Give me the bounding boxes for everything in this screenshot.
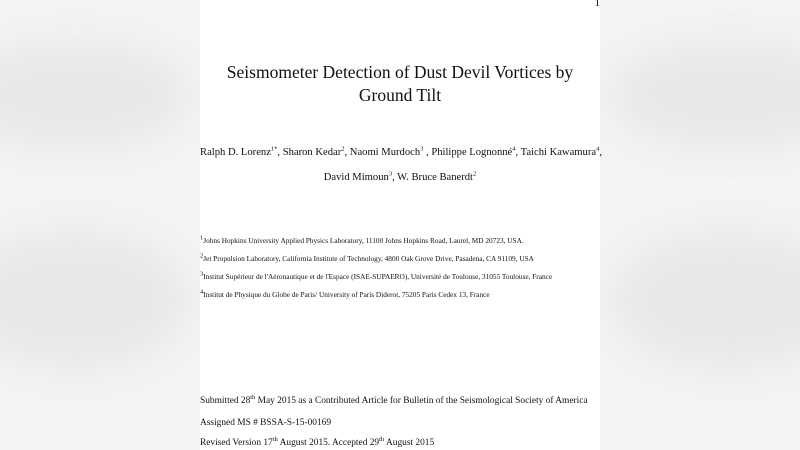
author-affiliation-mark: 1* (270, 145, 278, 153)
author-name: Taichi Kawamura (520, 147, 597, 158)
background-blur (610, 230, 800, 370)
manuscript-number: Assigned MS # BSSA-S-15-00169 (200, 418, 332, 428)
author-affiliation-mark: 2 (472, 170, 477, 178)
author-affiliation-mark: 4 (596, 145, 600, 153)
affiliation-text: Institut de Physique du Globe de Paris/ University of Paris Diderot, 75205 Paris Cedex 13, France (203, 290, 490, 299)
author-affiliation-mark: 2 (341, 145, 345, 153)
background-blur (0, 230, 190, 370)
affiliation (200, 290, 600, 299)
submission-text: Submitted 28 (200, 396, 251, 406)
author-line-2: David Mimoun$^3$, W. Bruce Banerdt$^2$ (323, 170, 477, 183)
affiliation (200, 272, 600, 281)
submission-text: May 2015 as a Contributed Article for Bulletin of the Seismological Society of America (255, 396, 588, 406)
page-number: 1 (594, 0, 600, 9)
revision-text: August 2015 (384, 438, 435, 448)
author-affiliation-mark: 4 (512, 145, 516, 153)
affiliation-text: Jet Propulsion Laboratory, California Institute of Technology, 4800 Oak Grove Drive, Pasadena, CA 91109, USA (203, 254, 534, 263)
revision-line (200, 435, 600, 448)
author-name: Ralph D. Lorenz (200, 147, 271, 158)
affiliation (200, 236, 600, 245)
affiliation-number: 2 (200, 252, 204, 260)
revision-text: August 2015. Accepted 29 (277, 438, 380, 448)
background-blur (610, 40, 800, 150)
paper-title: Seismometer Detection of Dust Devil Vortices by Ground Tilt (226, 62, 574, 105)
affiliation-text: Institut Supérieur de l'Aéronautique et de l'Espace (ISAE-SUPAERO), Université de Toulouse, 31055 Toulouse, France (203, 272, 553, 281)
background-blur (0, 40, 190, 150)
author-affiliation-mark: 3 (388, 170, 393, 178)
ordinal-suffix: th (250, 393, 256, 401)
author-name: W. Bruce Banerdt (397, 172, 473, 183)
author-line-1: Ralph D. Lorenz$^{1*}$, Sharon Kedar$^2$, Naomi Murdoch$^3$ , Philippe Lognonné$^4$, Taichi Kawamura$^4$, (200, 145, 602, 158)
ordinal-suffix: th (272, 435, 278, 443)
ordinal-suffix: th (379, 435, 385, 443)
revision-text: Revised Version 17 (200, 438, 273, 448)
affiliation-number: 1 (200, 234, 204, 242)
author-name: Philippe Lognonné (431, 147, 513, 158)
affiliation-number: 3 (200, 270, 204, 278)
affiliation-number: 4 (200, 288, 204, 296)
author-name: Naomi Murdoch (349, 147, 421, 158)
author-name: David Mimoun (323, 172, 389, 183)
author-name: Sharon Kedar (282, 147, 342, 158)
submission-line (200, 393, 600, 406)
author-affiliation-mark: 3 (420, 145, 424, 153)
affiliation-text: Johns Hopkins University Applied Physics Laboratory, 11100 Johns Hopkins Road, Laurel, MD 20723, USA. (203, 236, 524, 245)
affiliation (200, 254, 600, 263)
